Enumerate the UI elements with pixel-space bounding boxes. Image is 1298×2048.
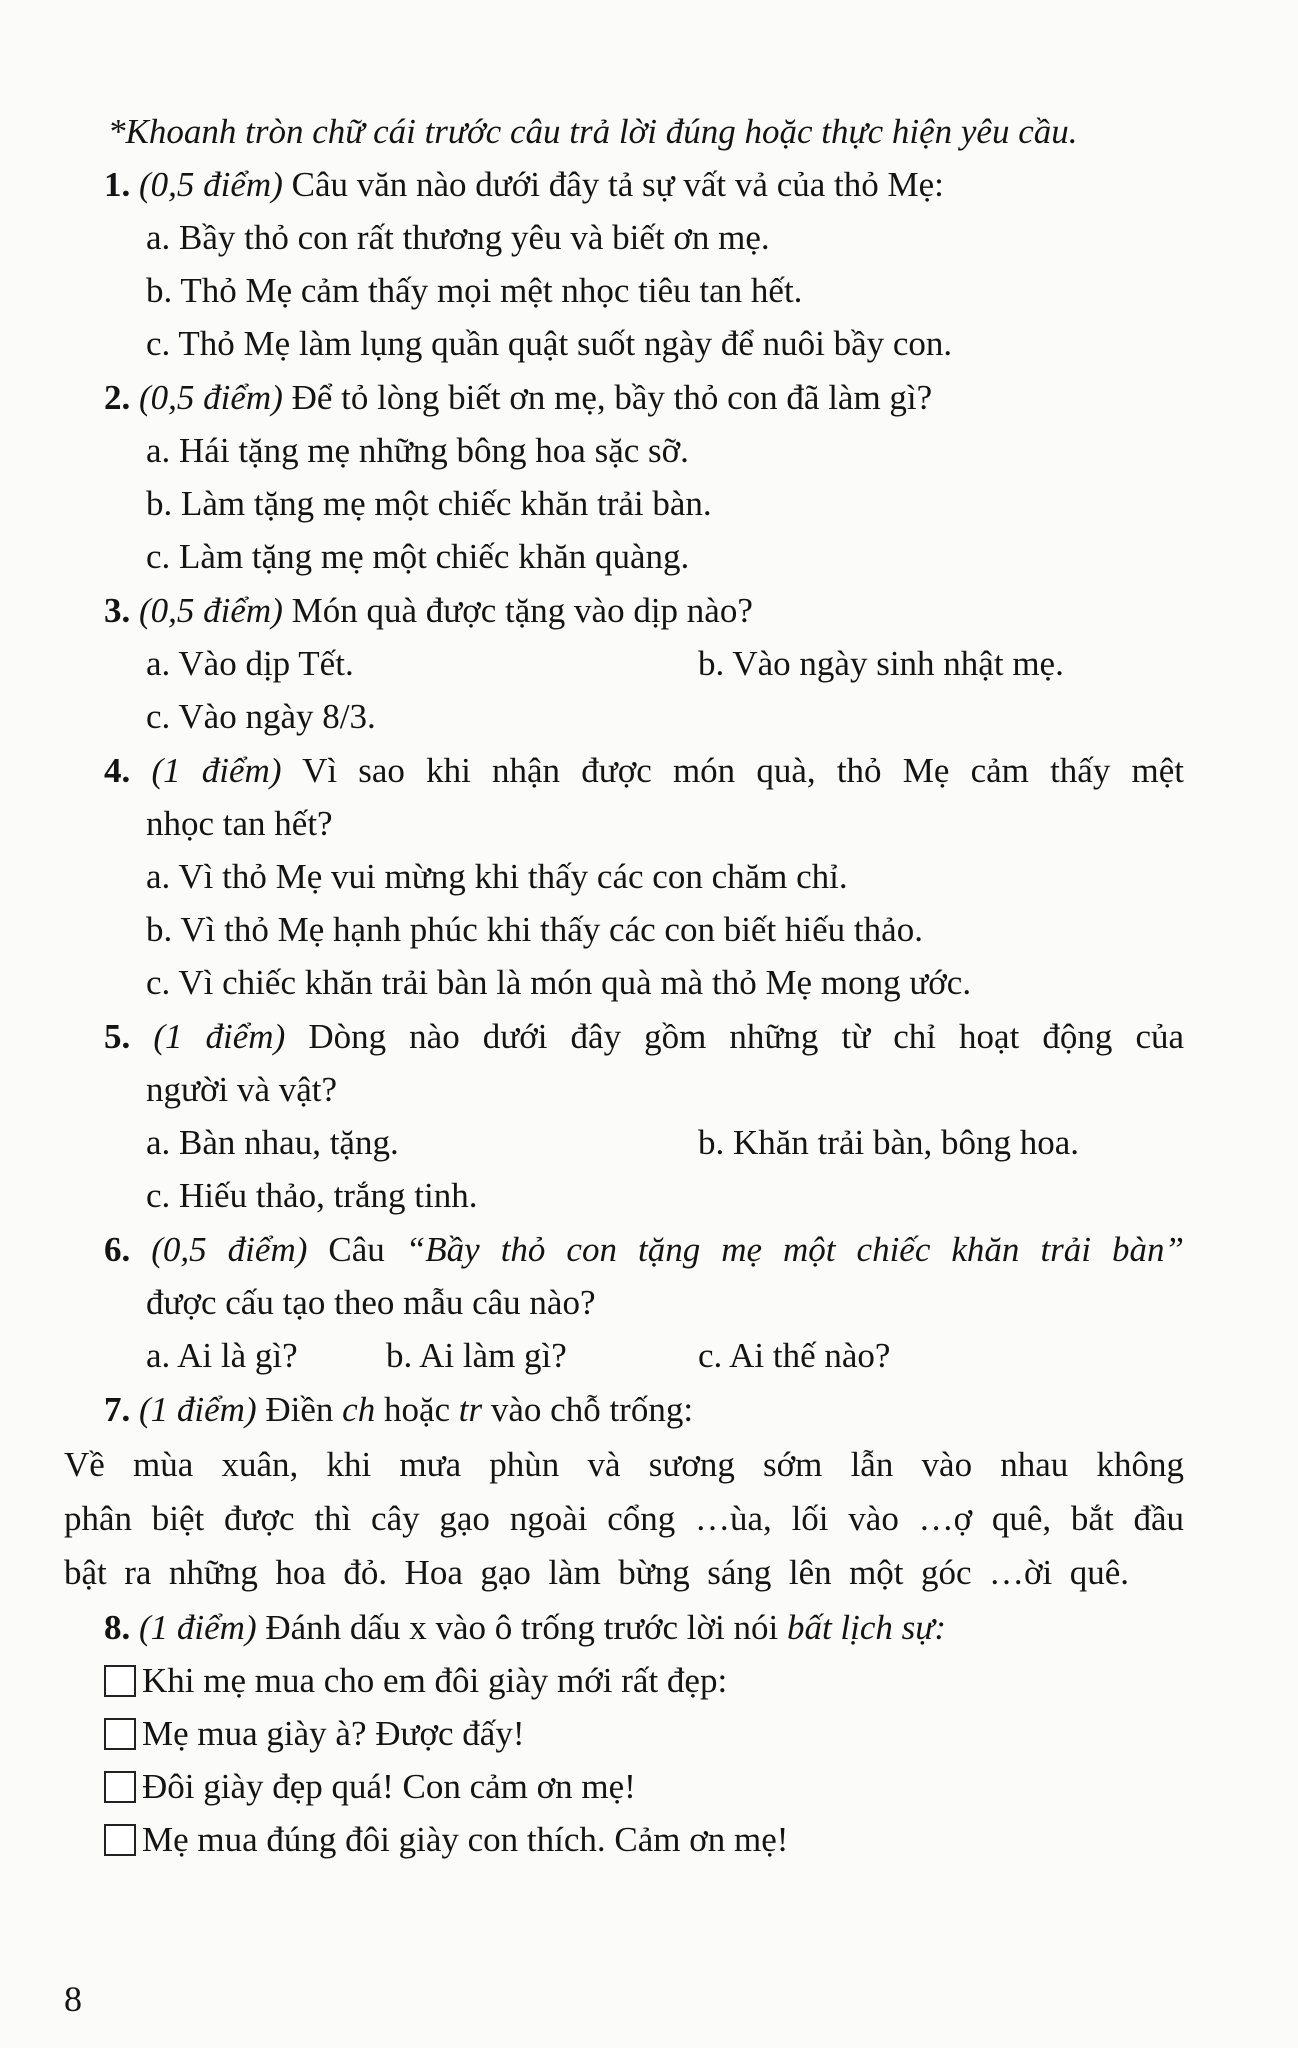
checkbox[interactable] <box>104 1824 136 1856</box>
question-1 <box>104 165 944 205</box>
question-text: Đánh dấu x vào ô trống trước lời nói <box>265 1608 779 1647</box>
answer-option: b. Khăn trải bàn, bông hoa. <box>698 1123 1080 1162</box>
answer-option: b. Làm tặng mẹ một chiếc khăn trải bàn. <box>146 484 712 523</box>
checkbox[interactable] <box>104 1665 136 1697</box>
question-points: (1 điểm) <box>153 1017 286 1056</box>
checkbox-label: Khi mẹ mua cho em đôi giày mới rất đẹp: <box>142 1661 728 1700</box>
question-text: Câu <box>328 1230 385 1269</box>
answer-option: a. Bầy thỏ con rất thương yêu và biết ơn mẹ. <box>146 218 770 257</box>
checkbox-row[interactable] <box>104 1714 524 1754</box>
question-number: 8. <box>104 1608 131 1647</box>
passage-line: Về mùa xuân, khi mưa phùn và sương sớm lẫn vào nhau không <box>64 1445 1184 1484</box>
answer-option: b. Ai làm gì? <box>386 1336 567 1375</box>
checkbox[interactable] <box>104 1718 136 1750</box>
passage-line: phân biệt được thì cây gạo ngoài cổng …ùa, lối vào …ợ quê, bắt đầu <box>64 1499 1184 1538</box>
answer-option: c. Làm tặng mẹ một chiếc khăn quàng. <box>146 537 690 576</box>
answer-option: b. Vì thỏ Mẹ hạnh phúc khi thấy các con biết hiếu thảo. <box>146 910 923 949</box>
checkbox-label: Mẹ mua đúng đôi giày con thích. Cảm ơn mẹ! <box>142 1820 789 1859</box>
letter-tr: tr <box>458 1390 483 1429</box>
checkbox-row[interactable] <box>104 1820 788 1860</box>
question-text: Để tỏ lòng biết ơn mẹ, bầy thỏ con đã làm gì? <box>291 378 933 417</box>
passage-line: bật ra những hoa đỏ. Hoa gạo làm bừng sáng lên một góc …ời quê. <box>64 1553 1129 1592</box>
question-text: vào chỗ trống: <box>490 1390 694 1429</box>
question-6 <box>104 1230 1184 1270</box>
checkbox-row[interactable] <box>104 1767 636 1807</box>
question-text-cont: nhọc tan hết? <box>146 804 333 843</box>
question-7 <box>104 1390 693 1430</box>
answer-option: a. Hái tặng mẹ những bông hoa sặc sỡ. <box>146 431 689 470</box>
instruction: *Khoanh tròn chữ cái trước câu trả lời đúng hoặc thực hiện yêu cầu. <box>108 112 1078 151</box>
answer-option: c. Thỏ Mẹ làm lụng quần quật suốt ngày để nuôi bầy con. <box>146 324 953 363</box>
question-8 <box>104 1608 946 1648</box>
answer-option: a. Ai là gì? <box>146 1336 298 1375</box>
question-number: 1. <box>104 165 131 204</box>
question-points: (1 điểm) <box>139 1390 257 1429</box>
question-text-cont: người và vật? <box>146 1070 338 1109</box>
question-text: Món quà được tặng vào dịp nào? <box>291 591 753 630</box>
question-text: Điền <box>265 1390 334 1429</box>
checkbox-label: Đôi giày đẹp quá! Con cảm ơn mẹ! <box>142 1767 636 1806</box>
question-text: hoặc <box>383 1390 451 1429</box>
question-text: Vì sao khi nhận được món quà, thỏ Mẹ cảm thấy mệt <box>302 751 1184 790</box>
answer-option: a. Vào dịp Tết. <box>146 644 354 683</box>
checkbox-row[interactable] <box>104 1661 727 1701</box>
question-text: Dòng nào dưới đây gồm những từ chỉ hoạt động của <box>308 1017 1185 1056</box>
emphasis-text: bất lịch sự: <box>786 1608 947 1647</box>
question-number: 4. <box>104 751 131 790</box>
letter-ch: ch <box>342 1390 376 1429</box>
answer-option: c. Vì chiếc khăn trải bàn là món quà mà thỏ Mẹ mong ước. <box>146 963 972 1002</box>
page-number: 8 <box>64 1979 82 2019</box>
quoted-sentence: “Bầy thỏ con tặng mẹ một chiếc khăn trải bàn” <box>405 1230 1184 1269</box>
question-points: (0,5 điểm) <box>139 378 283 417</box>
answer-option: a. Bàn nhau, tặng. <box>146 1123 399 1162</box>
question-3 <box>104 591 753 631</box>
question-5 <box>104 1017 1184 1057</box>
question-2 <box>104 378 932 418</box>
question-number: 3. <box>104 591 131 630</box>
question-4 <box>104 751 1184 791</box>
answer-option: c. Vào ngày 8/3. <box>146 697 376 736</box>
question-text: Câu văn nào dưới đây tả sự vất vả của thỏ Mẹ: <box>291 165 944 204</box>
question-points: (1 điểm) <box>139 1608 257 1647</box>
question-points: (1 điểm) <box>151 751 282 790</box>
answer-option: c. Ai thế nào? <box>698 1336 891 1375</box>
checkbox[interactable] <box>104 1771 136 1803</box>
question-number: 6. <box>104 1230 131 1269</box>
answer-option: c. Hiếu thảo, trắng tinh. <box>146 1176 478 1215</box>
question-number: 5. <box>104 1017 131 1056</box>
question-points: (0,5 điểm) <box>151 1230 308 1269</box>
question-text-cont: được cấu tạo theo mẫu câu nào? <box>146 1283 596 1322</box>
checkbox-label: Mẹ mua giày à? Được đấy! <box>142 1714 525 1753</box>
answer-option: b. Vào ngày sinh nhật mẹ. <box>698 644 1064 683</box>
question-number: 2. <box>104 378 131 417</box>
answer-option: b. Thỏ Mẹ cảm thấy mọi mệt nhọc tiêu tan hết. <box>146 271 803 310</box>
answer-option: a. Vì thỏ Mẹ vui mừng khi thấy các con chăm chỉ. <box>146 857 848 896</box>
question-points: (0,5 điểm) <box>139 591 283 630</box>
question-points: (0,5 điểm) <box>139 165 283 204</box>
question-number: 7. <box>104 1390 131 1429</box>
